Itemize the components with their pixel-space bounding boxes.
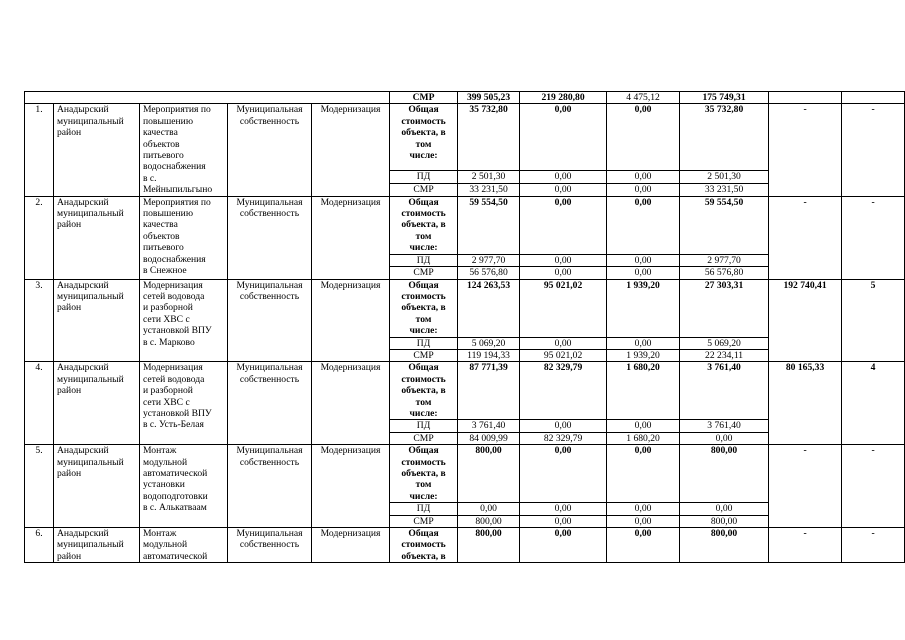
pd-value-3: 0,00 — [607, 337, 680, 349]
table-row — [25, 104, 905, 170]
total-value-4: 59 554,50 — [680, 196, 769, 254]
row-number: 3. — [25, 279, 54, 362]
pd-value-2: 0,00 — [520, 254, 607, 266]
smr-value-3: 0,00 — [607, 183, 680, 196]
smr-value-3: 1 680,20 — [607, 432, 680, 444]
total-value-3: 0,00 — [607, 528, 680, 563]
pd-value-3: 0,00 — [607, 503, 680, 515]
pd-value-2: 0,00 — [520, 170, 607, 183]
smr-value-4: 800,00 — [680, 515, 769, 527]
total-value-2: 0,00 — [520, 196, 607, 254]
measure-cell — [140, 279, 228, 362]
measure-text: Мероприятия по повышению качества объектов питьевого водоснабжения в Снежное — [143, 196, 211, 277]
pd-value-4: 5 069,20 — [680, 337, 769, 349]
total-cost-label: Общая стоимость объекта, в том числе: — [390, 362, 458, 420]
district-cell: Анадырский муниципальный район — [54, 362, 140, 445]
measure-cell — [140, 362, 228, 445]
district-cell: Анадырский муниципальный район — [54, 528, 140, 563]
smr-value-1: 119 194,33 — [458, 349, 520, 361]
extra-value-2: - — [842, 445, 905, 528]
total-value-1: 124 263,53 — [458, 279, 520, 337]
type-cell: Модернизация — [312, 196, 390, 279]
total-cost-label: Общая стоимость объекта, в том числе: — [390, 196, 458, 254]
budget-table-page — [24, 91, 884, 563]
smr-value-1: 33 231,50 — [458, 183, 520, 196]
total-cost-label: Общая стоимость объекта, в том числе: — [390, 445, 458, 503]
district-cell: Анадырский муниципальный район — [54, 279, 140, 362]
total-value-2: 0,00 — [520, 104, 607, 170]
smr-value-3: 1 939,20 — [607, 349, 680, 361]
measure-cell — [140, 445, 228, 528]
table-row — [25, 279, 905, 337]
smr-value-2: 0,00 — [520, 183, 607, 196]
total-value-1: 800,00 — [458, 528, 520, 563]
pd-value-3: 0,00 — [607, 254, 680, 266]
smr-label: СМР — [390, 432, 458, 444]
total-cost-label: Общая стоимость объекта, в том числе: — [390, 104, 458, 170]
ownership-cell: Муниципальная собственность — [228, 445, 312, 528]
top-smr-value-2: 219 280,80 — [520, 92, 607, 104]
total-value-3: 0,00 — [607, 104, 680, 170]
row-number: 6. — [25, 528, 54, 563]
total-value-4: 3 761,40 — [680, 362, 769, 420]
pd-label: ПД — [390, 503, 458, 515]
pd-value-1: 3 761,40 — [458, 420, 520, 432]
smr-value-3: 0,00 — [607, 267, 680, 279]
pd-value-1: 5 069,20 — [458, 337, 520, 349]
smr-value-3: 0,00 — [607, 515, 680, 527]
extra-value-1: - — [769, 528, 842, 563]
extra-value-2: 5 — [842, 279, 905, 362]
smr-label: СМР — [390, 349, 458, 361]
pd-label: ПД — [390, 337, 458, 349]
extra-value-2: - — [842, 196, 905, 279]
type-cell: Модернизация — [312, 362, 390, 445]
district-cell: Анадырский муниципальный район — [54, 445, 140, 528]
pd-value-1: 0,00 — [458, 503, 520, 515]
total-value-1: 35 732,80 — [458, 104, 520, 170]
total-value-2: 95 021,02 — [520, 279, 607, 337]
total-value-2: 82 329,79 — [520, 362, 607, 420]
smr-value-4: 0,00 — [680, 432, 769, 444]
smr-value-2: 95 021,02 — [520, 349, 607, 361]
extra-value-1: - — [769, 445, 842, 528]
budget-table — [24, 91, 905, 563]
ownership-cell: Муниципальная собственность — [228, 196, 312, 279]
total-value-2: 0,00 — [520, 445, 607, 503]
total-value-3: 1 939,20 — [607, 279, 680, 337]
smr-value-2: 0,00 — [520, 515, 607, 527]
extra-value-2: - — [842, 104, 905, 196]
total-value-4: 800,00 — [680, 445, 769, 503]
smr-label: СМР — [390, 267, 458, 279]
total-cost-label: Общая стоимость объекта, в том числе: — [390, 279, 458, 337]
total-value-3: 0,00 — [607, 196, 680, 254]
pd-value-2: 0,00 — [520, 503, 607, 515]
extra-value-1: 80 165,33 — [769, 362, 842, 445]
measure-text: Монтаж модульной автоматической установки водоподготовки в с. Алькатваам — [143, 445, 208, 514]
smr-value-2: 82 329,79 — [520, 432, 607, 444]
extra-value-1: - — [769, 196, 842, 279]
total-value-4: 800,00 — [680, 528, 769, 563]
smr-label: СМР — [390, 515, 458, 527]
type-cell: Модернизация — [312, 104, 390, 196]
row-number: 2. — [25, 196, 54, 279]
smr-value-1: 56 576,80 — [458, 267, 520, 279]
top-smr-value-4: 175 749,31 — [680, 92, 769, 104]
extra-value-2: - — [842, 528, 905, 563]
ownership-cell: Муниципальная собственность — [228, 528, 312, 563]
pd-value-4: 3 761,40 — [680, 420, 769, 432]
measure-text: Мероприятия по повышению качества объектов питьевого водоснабжения в с. Мейныпильгыно — [143, 104, 213, 196]
pd-value-4: 2 501,30 — [680, 170, 769, 183]
top-smr-row — [25, 92, 905, 104]
measure-text: Модернизация сетей водовода и разборной сети ХВС с установкой ВПУ в с. Усть-Белая — [143, 362, 212, 431]
pd-value-4: 0,00 — [680, 503, 769, 515]
type-cell: Модернизация — [312, 528, 390, 563]
top-smr-label: СМР — [390, 92, 458, 104]
extra-value-1: 192 740,41 — [769, 279, 842, 362]
district-cell: Анадырский муниципальный район — [54, 196, 140, 279]
measure-text: Модернизация сетей водовода и разборной сети ХВС с установкой ВПУ в с. Марково — [143, 279, 212, 348]
pd-value-3: 0,00 — [607, 170, 680, 183]
measure-cell — [140, 196, 228, 279]
total-value-1: 59 554,50 — [458, 196, 520, 254]
pd-label: ПД — [390, 254, 458, 266]
row-number: 1. — [25, 104, 54, 196]
total-value-3: 1 680,20 — [607, 362, 680, 420]
pd-value-2: 0,00 — [520, 337, 607, 349]
total-value-4: 35 732,80 — [680, 104, 769, 170]
row-number: 5. — [25, 445, 54, 528]
smr-value-2: 0,00 — [520, 267, 607, 279]
measure-cell — [140, 528, 228, 563]
pd-label: ПД — [390, 420, 458, 432]
extra-value-1: - — [769, 104, 842, 196]
pd-value-1: 2 501,30 — [458, 170, 520, 183]
ownership-cell: Муниципальная собственность — [228, 362, 312, 445]
ownership-cell: Муниципальная собственность — [228, 104, 312, 196]
total-value-1: 87 771,39 — [458, 362, 520, 420]
total-value-1: 800,00 — [458, 445, 520, 503]
pd-value-2: 0,00 — [520, 420, 607, 432]
ownership-cell: Муниципальная собственность — [228, 279, 312, 362]
smr-value-4: 56 576,80 — [680, 267, 769, 279]
smr-value-1: 84 009,99 — [458, 432, 520, 444]
district-cell: Анадырский муниципальный район — [54, 104, 140, 196]
type-cell: Модернизация — [312, 279, 390, 362]
row-number: 4. — [25, 362, 54, 445]
total-cost-label: Общая стоимость объекта, в — [390, 528, 458, 563]
measure-text: Монтаж модульной автоматической — [143, 528, 208, 562]
table-row — [25, 445, 905, 503]
total-value-4: 27 303,31 — [680, 279, 769, 337]
top-smr-value-3: 4 475,12 — [607, 92, 680, 104]
table-row — [25, 362, 905, 420]
total-value-2: 0,00 — [520, 528, 607, 563]
pd-label: ПД — [390, 170, 458, 183]
smr-value-1: 800,00 — [458, 515, 520, 527]
table-row — [25, 196, 905, 254]
smr-value-4: 22 234,11 — [680, 349, 769, 361]
type-cell: Модернизация — [312, 445, 390, 528]
smr-value-4: 33 231,50 — [680, 183, 769, 196]
measure-cell — [140, 104, 228, 196]
pd-value-3: 0,00 — [607, 420, 680, 432]
pd-value-1: 2 977,70 — [458, 254, 520, 266]
top-smr-value-1: 399 505,23 — [458, 92, 520, 104]
table-row — [25, 528, 905, 563]
smr-label: СМР — [390, 183, 458, 196]
pd-value-4: 2 977,70 — [680, 254, 769, 266]
total-value-3: 0,00 — [607, 445, 680, 503]
extra-value-2: 4 — [842, 362, 905, 445]
